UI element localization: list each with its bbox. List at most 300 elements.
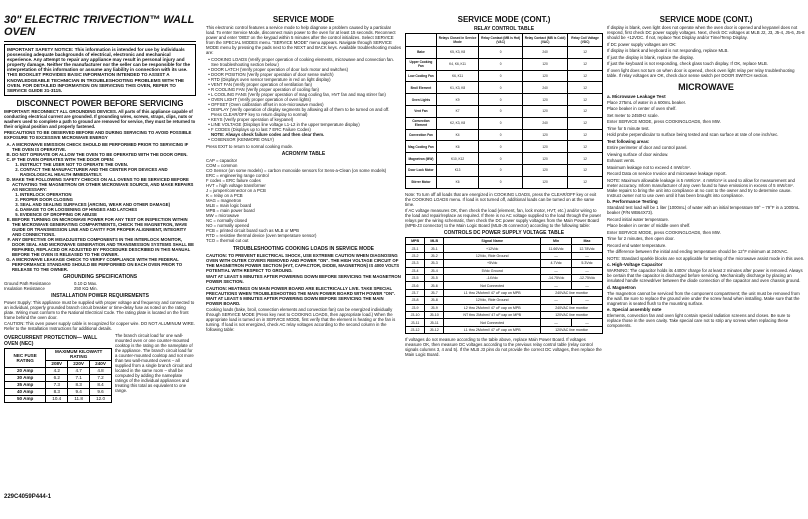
- leakage-test-heading: a. Microwave Leakage Test: [607, 93, 666, 99]
- relay-note: Note: To turn off all loads that are energized in COOKING LOADS, press the CLEAR/OFF key or exit the COOKING LOADS menu. If load is not turned off, additional loads can be turned on at the same time.: [405, 191, 597, 207]
- capacitor-heading: c. High-Voltage Capacitor: [607, 262, 663, 267]
- table-header: NEC FUSE RATING: [5, 348, 46, 367]
- table-cell: 4.2: [46, 367, 68, 374]
- part-number: 229C4059P444-1: [4, 494, 52, 500]
- table-cell: -14Vdc: [444, 275, 541, 282]
- table-cell: J3-10: [406, 311, 425, 318]
- table-row: [406, 70, 603, 82]
- table-cell: 8.4: [90, 381, 112, 388]
- table-cell: 120: [523, 105, 568, 117]
- column-service-mode: [206, 13, 401, 334]
- table-cell: K7: [436, 105, 478, 117]
- table-header: Min: [541, 238, 572, 245]
- table-cell: J3-1: [406, 245, 425, 252]
- table-row: [406, 275, 603, 282]
- precaution-f: F. ANY DEFECTIVE OR MISADJUSTED COMPONENTS IN THE INTERLOCK MONITOR, DOOR SEAL AND MICROWAVE GENERATION AND TRANSMISSION SYSTEMS SHALL BE REPAIRED, REPLACED OR ADJUSTED BY PROCEDURE DESCRIBED IN THIS MANUAL BEFORE THE OVEN IS RELEASED TO THE OWNER.: [12, 237, 196, 257]
- table-cell: 50 Amp: [5, 395, 46, 402]
- troubleshoot-wait: WAIT AT LEAST 5 MINUTES AFTER POWERING DOWN BEFORE SERVICING THE MAGNETRON POWER SECTION.: [206, 274, 401, 284]
- leakage-step: Place 275mL of water in a 600mL beaker.: [607, 99, 686, 105]
- table-row: [406, 319, 603, 326]
- table-cell: 12.0: [90, 395, 112, 402]
- table-cell: 0: [479, 153, 523, 165]
- table-cell: Oven Lights: [406, 94, 437, 106]
- table-cell: Stirrer Motor: [406, 176, 437, 188]
- table-header: Relay Contact (MB is Cold) (VAC): [523, 34, 568, 47]
- table-cell: K2, K3, K8: [436, 117, 478, 129]
- kw-table-wrap: [4, 333, 112, 403]
- table-cell: 10.4: [46, 395, 68, 402]
- service-mode-item: • RTD (Displays oven sensor temperature in red on light display): [211, 77, 401, 82]
- table-cell: 0: [479, 105, 523, 117]
- precaution-g: G. A MICROWAVE LEAKAGE CHECK TO VERIFY COMPLIANCE WITH THE FEDERAL PERFORMANCE STANDARD SHOULD BE PERFORMED ON EACH OVEN PRIOR TO RELEASE TO THE OWNER.: [12, 257, 196, 272]
- precautions-heading: PRECAUTIONS TO BE OBSERVED BEFORE AND DURING SERVICING TO AVOID POSSIBLE EXPOSURE TO EXCESSIVE MICROWAVE ENERGY: [4, 130, 192, 141]
- table-row: [406, 267, 603, 274]
- table-cell: 0: [479, 70, 523, 82]
- table-cell: 12: [568, 153, 603, 165]
- door-open-steps: [12, 162, 196, 177]
- grounding-row: [4, 286, 196, 291]
- table-cell: 0: [479, 141, 523, 153]
- service-mode-item: • DOOR POSITION (Verify proper operation of door sense switch): [211, 72, 401, 77]
- table-row: [406, 82, 603, 94]
- table-row: [406, 47, 603, 59]
- table-header: 208V: [46, 360, 68, 367]
- performance-step: Enter SERVICE MODE, press COOKINGLOADS, then MW.: [607, 229, 721, 235]
- test-areas-label: Test following areas:: [607, 138, 650, 144]
- table-cell: 240: [523, 82, 568, 94]
- safety-check: 5. EVIDENCE OF DROPPING OR ABUSE: [20, 212, 196, 217]
- table-cell: 240VAC line monitor: [541, 304, 603, 311]
- service-mode-item: • OFFSET (Oven calibration offset in non-microwave modes): [211, 102, 401, 107]
- table-cell: 4.7: [68, 367, 90, 374]
- table-cell: —: [541, 282, 572, 289]
- table-row: [406, 176, 603, 188]
- install-text: Power Supply: This appliance must be supplied with proper voltage and frequency and connected to an individual, properly grounded branch circuit breaker or time-delay fuse as noted on the rating plate. Wiring must conform to the National Electrical Code. The rating plate is located on the front frame behind the oven door.: [4, 299, 195, 320]
- precaution-d: [12, 177, 196, 217]
- table-cell: —: [572, 252, 603, 259]
- table-cell: Magnetron (MW): [406, 153, 437, 165]
- table-header: Relay Coil Voltage (VDC): [568, 34, 603, 47]
- table-cell: 12: [568, 129, 603, 141]
- table-row: [406, 117, 603, 129]
- table-row: [406, 34, 603, 47]
- table-cell: J5-5: [425, 275, 444, 282]
- acronym-item: RTD = resistive thermal device (oven temperature sensor): [206, 232, 317, 238]
- table-cell: 12: [568, 164, 603, 176]
- service-modes-list: [206, 57, 401, 142]
- table-row: [406, 260, 603, 267]
- table-cell: —: [541, 267, 572, 274]
- table-cell: 5Vdc Ground: [444, 267, 541, 274]
- table-row: [406, 326, 603, 333]
- test-area: Viewing surface of door window.: [607, 151, 669, 157]
- table-row: [406, 141, 603, 153]
- performance-test-heading: b. Performance Testing: [607, 199, 658, 204]
- service-mode-item: • OVEN LIGHT (Verify proper operation of oven lights): [211, 97, 401, 102]
- display-troubleshoot-para: If display is blank and keyboard is not responding, replace MLB.: [607, 48, 729, 53]
- table-cell: —: [572, 297, 603, 304]
- table-cell: Low Cooling Fan: [406, 70, 437, 82]
- acronym-item: COM = common: [206, 162, 238, 168]
- exit-text: Press EXIT to return to normal cooking mode.: [206, 143, 294, 149]
- table-cell: 11.66Vdc: [541, 245, 572, 252]
- assembly-note-text: Elements, convection fan and oven light contain special radiation screens and closes. Be sure to replace those in the oven cavity. Take special care not to strip any screws when replacing these components.: [607, 313, 791, 328]
- column-microwave: [607, 13, 805, 330]
- service-mode-item: • COSENSOR (KENMORE ONLY): [211, 137, 401, 142]
- table-cell: K4: [436, 129, 478, 141]
- column-service-mode-cont: [405, 13, 603, 359]
- table-row: [406, 153, 603, 165]
- table-cell: 9.6: [90, 388, 112, 395]
- service-mode-cont-heading: SERVICE MODE (CONT.): [457, 15, 551, 24]
- table-cell: 12: [568, 94, 603, 106]
- table-row: [406, 282, 603, 289]
- table-cell: 12: [568, 47, 603, 59]
- performance-note: NOTE: Standard sparkle blocks are not applicable for testing of the microwave assist mode in this oven.: [607, 255, 805, 261]
- safety-check: 3. SEAL AND SEALING SURFACES (ARCING, WEAR AND OTHER DAMAGE): [20, 202, 196, 207]
- table-cell: 12Vdc, Ride Ground: [444, 297, 541, 304]
- service-mode-cont-heading-2: SERVICE MODE (CONT.): [659, 15, 753, 24]
- table-cell: Convection Fan: [406, 129, 437, 141]
- acronym-item: J = jumper/connector on a PCB: [206, 187, 266, 193]
- acronym-item: F codes = ERC failure codes: [206, 177, 261, 183]
- table-cell: J5-9: [425, 304, 444, 311]
- table-cell: 7.1: [68, 374, 90, 381]
- table-cell: 12: [568, 141, 603, 153]
- table-row: [5, 374, 112, 381]
- relay-table-heading: RELAY CONTROL TABLE: [473, 26, 535, 32]
- service-mode-item: • F CODES (Displays up to last 7 ERC Failure Codes): [211, 127, 401, 132]
- grounding-label: Insulation Resistance: [4, 285, 45, 291]
- table-cell: Vent Fan: [406, 105, 437, 117]
- table-header: 240V: [90, 360, 112, 367]
- disconnect-heading: DISCONNECT POWER BEFORE SERVICING: [16, 98, 184, 108]
- table-row: [406, 94, 603, 106]
- relay-text: If AC voltage measures OK, then check the load (element, fan, lock motor, HVT, etc.) and/or wiring to the load and repair/replace as required. If there is no AC voltage supplied to the load through the power relays per the wiring schematic, then check the DC power supply voltages from the Main Power Board (MPB-J3 connector) to the Main Logic Board (MLB-J5 connector) according to the following table:: [405, 208, 602, 229]
- service-mode-item: • COOKING LOADS (Verify proper operation of cooking elements, microwave and convection fan. See troubleshooting section below.): [211, 57, 401, 67]
- install-heading: INSTALLATION POWER REQUIREMENTS: [51, 292, 149, 299]
- leakage-step: Time for 5 minute test.: [607, 125, 650, 131]
- door-open-step: 2. CONTACT THE MANUFACTURER AND THE CENTER FOR DEVICES AND RADIOLOGICAL HEALTH IMMEDIATELY.: [20, 167, 196, 177]
- table-cell: —: [572, 267, 603, 274]
- table-header: MPB: [406, 238, 425, 245]
- table-row: [406, 311, 603, 318]
- leakage-step: Enter SERVICE MODE, press COOKINGLOADS, then MW.: [607, 119, 721, 124]
- table-cell: J3-5: [406, 275, 425, 282]
- table-cell: L2 thru 2Mohm// 47 uF cap on MPB: [444, 304, 541, 311]
- table-row: [406, 105, 603, 117]
- table-cell: J5-3: [425, 260, 444, 267]
- door-open-step: 1. INSTRUCT THE USER NOT TO OPERATE THE OVEN.: [20, 162, 196, 167]
- table-cell: 120VAC line monitor: [541, 326, 603, 333]
- table-cell: 120: [523, 176, 568, 188]
- table-cell: -12.75Vdc: [572, 275, 603, 282]
- table-cell: J5-2: [425, 252, 444, 259]
- table-cell: 0: [479, 129, 523, 141]
- table-cell: 0: [479, 164, 523, 176]
- voltage-table-heading: CONTROLS DC POWER SUPPLY VOLTAGE TABLE: [443, 230, 565, 237]
- table-cell: Bake: [406, 47, 437, 59]
- table-cell: -14.75Vdc: [541, 275, 572, 282]
- table-row: [5, 395, 112, 402]
- table-cell: +12Vdc: [444, 245, 541, 252]
- title-rule: [4, 41, 196, 42]
- test-area: Entire perimeter of door and control panel.: [607, 145, 688, 150]
- performance-step: Record initial water temperature.: [607, 216, 670, 222]
- table-cell: 35 Amp: [5, 381, 46, 388]
- table-cell: 120: [523, 129, 568, 141]
- acronym-item: NC = normally closed: [206, 217, 247, 223]
- table-row: [406, 129, 603, 141]
- table-row: [5, 381, 112, 388]
- table-cell: J3-12: [406, 326, 425, 333]
- table-header: MAXIMUM KILOWATT RATING: [46, 348, 112, 360]
- table-cell: K6, K11: [436, 70, 478, 82]
- table-cell: 120: [523, 141, 568, 153]
- voltage-table-text: If voltages do not measure according to the table above, replace Main Power Board. If voltages measure OK, then measure DC voltages according to the previous relay control table (relay control signals columns 3, 4 and 5). If the MLB J3 pins do not provide the correct DC voltages, then replace the Main Logic Board.: [405, 337, 602, 358]
- table-cell: 8.3: [46, 388, 68, 395]
- service-mode-item: • L COOLING FANS (Verify proper operation of mag cooling fan, HVT fan and mag stirrer fan): [211, 92, 401, 97]
- important-safety-notice: IMPORTANT SAFETY NOTICE: This information is intended for use by individuals possessing adequate backgrounds of electrical, electronic and mechanical experience. Any attempt to repair any appliance may result in personal injury and property damage. Neither the manufacturer nor the seller can be responsible for the interpretation of this information or assume any liability in connection with its use. THIS BOOKLET PROVIDES BASIC INFORMATION INTENDED TO ASSIST A KNOWLEDGEABLE TECHNICIAN IN TROUBLESHOOTING PROBLEMS WITH THE OVEN. FOR DETAILED INFORMATION ON SERVICING THIS OVEN, REFER TO SERVICE GUIDE 31-3115.: [4, 44, 196, 96]
- acronym-item: NO = normally opened: [206, 222, 250, 228]
- table-row: [5, 367, 112, 374]
- acronym-item: PCB = printed circuit board such as MLB or MPB: [206, 227, 300, 233]
- table-cell: K5, K3, K8: [436, 47, 478, 59]
- table-row: [406, 238, 603, 245]
- precaution-d-text: MAKE THE FOLLOWING SAFETY CHECKS ON ALL OVENS TO BE SERVICED BEFORE ACTIVATING THE MAGNETRON OR OTHER MICROWAVE SOURCE, AND MAKE REPAIRS AS NECESSARY:: [12, 176, 194, 192]
- table-cell: 0: [479, 82, 523, 94]
- table-cell: K9: [436, 94, 478, 106]
- table-cell: J5-8: [425, 297, 444, 304]
- acronym-item: CAP = capacitor: [206, 157, 238, 163]
- service-mode-heading: SERVICE MODE: [272, 15, 335, 24]
- troubleshoot-text: Cooking loads (bake, broil, convection elements and convection fan) can be energized individually through SERVICE MODE (Press key next to COOKING LOADS, then appropriate load.) When the appropriate load is turned on in SERVICE MODE, first verify that the element is heating or the fan is turning. If load is not energized, check AC relay voltages according to the second column in the following table:: [206, 307, 396, 332]
- precautions-list: [4, 142, 196, 272]
- display-troubleshoot-para: If just the display is blank, replace the display.: [607, 54, 694, 60]
- leakage-step: Set meter to 2450Hz scale.: [607, 112, 659, 118]
- precaution-c: [12, 157, 196, 177]
- table-cell: J3-8: [406, 297, 425, 304]
- table-row: [406, 289, 603, 296]
- table-cell: J3-2: [406, 252, 425, 259]
- table-cell: K10, K12: [436, 153, 478, 165]
- table-cell: Not Connected: [444, 319, 541, 326]
- table-cell: 0: [479, 176, 523, 188]
- table-header: MLB: [425, 238, 444, 245]
- kw-heading: OVERCURRENT PROTECTION— WALL OVEN (NEC): [4, 334, 98, 347]
- kw-side-text: The branch circuit load for one wall-mounted oven or one counter-mounted cooktop is the rating on the nameplate of the appliance. The branch circuit load for a counter-mounted cooktop and not more than two wall-mounted ovens – all supplied from a single branch circuit and located in the same room – shall be computed by adding the nameplate ratings of the individual appliances and treating this total as equivalent to one range.: [115, 332, 194, 393]
- table-header: Max: [572, 238, 603, 245]
- grounding-heading: GROUNDING SPECIFICATIONS: [62, 273, 138, 280]
- acronym-heading: ACRONYM TABLE: [281, 150, 326, 157]
- table-cell: 12: [568, 70, 603, 82]
- leakage-note: NOTE: Maximum allowable leakage is 5 mW/cm². 4 mW/cm² is used to allow for measurement and meter accuracy. Inform manufacturer of any oven found to have emissions in excess of 5 mW/cm². Make repairs to bring the unit into compliance at no cost to the owner and try to determine cause. Instruct owner not to use oven until it has been brought into compliance.: [607, 177, 795, 198]
- troubleshoot-caution-2: CAUTION: HEATINGS ON MAIN POWER BOARD ARE ELECTRICALLY LIVE. TAKE SPECIAL PRECAUTIONS WHEN TROUBLESHOOTING THE MAIN POWER BOARD WITH POWER "ON". WAIT AT LEAST 5 MINUTES AFTER POWERING DOWN BEFORE SERVICING THE MAIN POWER BOARD.: [206, 285, 396, 306]
- table-cell: K4, K6, K11: [436, 58, 478, 70]
- safety-check: 2. PROPER DOOR CLOSING: [20, 197, 196, 202]
- table-cell: 240: [523, 117, 568, 129]
- table-cell: 11.8: [68, 395, 90, 402]
- table-cell: J5-6: [425, 282, 444, 289]
- table-cell: 4.8: [90, 367, 112, 374]
- table-cell: 12: [568, 176, 603, 188]
- table-row: [406, 304, 603, 311]
- table-cell: 12: [568, 82, 603, 94]
- table-row: [406, 245, 603, 252]
- table-cell: 9.4: [68, 388, 90, 395]
- service-mode-item: • KEYS (Verify proper operation of keypanel): [211, 117, 401, 122]
- table-header: [406, 34, 437, 47]
- table-cell: —: [541, 297, 572, 304]
- safety-check-steps: [12, 192, 196, 217]
- kw-section: [4, 333, 196, 403]
- display-troubleshoot-para: If oven light does not turn on when door is opened, check oven light relay per relay troubleshooting table. If relay voltages are OK, check door sense switch per DOOR SWITCH section.: [607, 67, 795, 78]
- table-cell: Convection Element: [406, 117, 437, 129]
- table-cell: J3-6: [406, 282, 425, 289]
- display-troubleshoot-para: If display is blank, oven light does not operate when the oven door is opened and keypanel does not respond, first check DC power supply voltages. Next, check DC voltages at MLB J2, J3, J5-4, J5-6, J5-8 should be +12VDC. If not, replace Text Display and/or Time/Temp Display.: [607, 25, 805, 40]
- table-cell: 120: [523, 94, 568, 106]
- leakage-step: Place beaker in center of oven shelf.: [607, 106, 677, 111]
- table-cell: 12: [568, 58, 603, 70]
- table-header: 220V: [68, 360, 90, 367]
- table-cell: 240: [523, 47, 568, 59]
- table-cell: 0: [479, 47, 523, 59]
- table-cell: J5-10: [425, 311, 444, 318]
- kw-table: [4, 348, 112, 403]
- table-cell: —: [541, 319, 572, 326]
- table-cell: —: [572, 319, 603, 326]
- grounding-label: Ground Path Resistance: [4, 280, 51, 286]
- table-row: [406, 297, 603, 304]
- service-modes-note: NOTE: Always check failure codes and then clear them.: [211, 131, 325, 137]
- table-cell: J5-1: [425, 245, 444, 252]
- precaution-a: A. A MICROWAVE EMISSION CHECK SHOULD BE PERFORMED PRIOR TO SERVICING IF THE OVEN IS OPERATIVE.: [12, 142, 196, 152]
- acronym-item: ERC = engineering range control: [206, 172, 269, 178]
- table-cell: 5.3Vdc: [572, 260, 603, 267]
- table-cell: 12Vdc, Ride Ground: [444, 252, 541, 259]
- table-cell: 0: [479, 117, 523, 129]
- table-cell: J5-7: [425, 289, 444, 296]
- table-cell: Mag Cooling Fan: [406, 141, 437, 153]
- performance-step: Standard test load will be 1 liter (1000mL) of water with an initial temperature 59° – 79°F in a 1000mL beaker (P/N WB64X73).: [607, 205, 800, 215]
- test-area: Record Data on service Invoice and microwave leakage report.: [607, 171, 727, 176]
- table-header: Relay Contact (MB is Hot) (VAC): [479, 34, 523, 47]
- table-cell: —: [572, 282, 603, 289]
- service-mode-item: • DISPLAY (Verify operation of display segments by allowing all of them to be turned on and off. Press CLEAR/OFF key to return display to normal): [211, 107, 401, 117]
- performance-step: The difference between the initial and ending temperature should be 12°F minimum at 240VAC.: [607, 249, 789, 254]
- acronym-item: MAG = magnetron: [206, 197, 242, 203]
- table-cell: J5-11: [425, 319, 444, 326]
- table-cell: 120: [523, 58, 568, 70]
- disconnect-text: IMPORTANT: RECONNECT ALL GROUNDING DEVICES. All parts of this appliance capable of conducting electrical current are grounded. If grounding wires, screws, straps, clips, nuts or washers used to complete a path to ground are removed for service, they must be returned to their original position and properly fastened.: [4, 108, 196, 129]
- acronym-item: TCO = thermal cut out: [206, 237, 249, 243]
- table-cell: 120: [523, 164, 568, 176]
- grounding-value: 0.10 Ω Max.: [74, 280, 98, 286]
- service-mode-item: • LINE VOLTAGE (Displays line voltage L1-L2 in the upper temperature display): [211, 122, 401, 127]
- table-row: [5, 348, 112, 360]
- table-cell: J3-11: [406, 319, 425, 326]
- table-cell: 6.2: [46, 374, 68, 381]
- table-cell: L1 thru 2Mohm// 47 uF cap on MPB: [444, 289, 541, 296]
- table-cell: NT thru 2Mohm// 47 uF cap on MPB: [444, 311, 541, 318]
- service-mode-item: • VENT FAN (Verify proper operation of ventilation fan): [211, 82, 401, 87]
- caution-text: CAUTION: This oven power supply cable is recognized for copper wire. DO NOT ALUMINUM WIRE. Refer to the Installation Instructions for additional details.: [4, 321, 195, 332]
- table-cell: K6: [436, 141, 478, 153]
- table-cell: 12.78Vdc: [572, 245, 603, 252]
- table-cell: J3-9: [406, 304, 425, 311]
- table-cell: Door Lock Motor: [406, 164, 437, 176]
- table-cell: 7.2: [90, 374, 112, 381]
- capacitor-text: WARNING: The capacitor holds its 4400V charge for at least 2 minutes after power is removed. Always be certain that the capacitor is discharged before servicing. Mechanically discharge by placing an insulated handle screwdriver between the diode connection of the capacitor and oven chassis ground.: [607, 268, 803, 283]
- table-cell: 120: [523, 153, 568, 165]
- table-row: [406, 164, 603, 176]
- service-mode-item: • DOOR LATCH (Verify proper operation of door lock motor and switches): [211, 67, 401, 72]
- acronym-item: MW = microwave: [206, 212, 240, 218]
- acronym-item: CO Sensor (on some models) = carbon monoxide sensors for Sens-a-Clean (on some models): [206, 167, 387, 173]
- performance-step: Place beaker in center of middle oven shelf.: [607, 223, 691, 228]
- table-cell: Broil Element: [406, 82, 437, 94]
- table-cell: J3-3: [406, 260, 425, 267]
- precaution-b: B. DO NOT OPERATE OR ALLOW THE OVEN TO BE OPERATED WITH THE DOOR OPEN.: [12, 152, 196, 157]
- troubleshoot-heading: TROUBLESHOOTING COOKING LOADS IN SERVICE MODE: [232, 245, 375, 252]
- table-row: [406, 58, 603, 70]
- table-cell: Upper Cooking Fan: [406, 58, 437, 70]
- precaution-e: E. BEFORE TURNING ON MICROWAVE POWER FOR ANY TEST OR INSPECTION WITHIN THE MICROWAVE GENERATING COMPARTMENTS, CHECK THE MAGNETRON, WAVE GUIDE OR TRANSMISSION LINE AND CAVITY FOR PROPER ALIGNMENT, INTEGRITY AND CONNECTIONS.: [12, 217, 196, 237]
- column-safety: [4, 0, 196, 403]
- table-header: Signal Name: [444, 238, 541, 245]
- table-cell: J5-12: [425, 326, 444, 333]
- magnetron-text: The magnetron cannot be serviced from the component compartment; the unit must be removed from the wall. Be sure to replace the ground wire under the screw head when installing. Make sure that the magnetron is seated flush to the mounting surface.: [607, 290, 800, 306]
- table-cell: 7.3: [46, 381, 68, 388]
- table-cell: 0: [479, 94, 523, 106]
- leakage-step: Hold probe perpendicular to surface being tested and scan surface at rate of one inch/sec.: [607, 132, 779, 137]
- display-troubleshoot-para: If just the keyboard is not responding, check glass touch display. If OK, replace MLB.: [607, 61, 768, 66]
- safety-check: 4. DAMAGE TO OR LOOSENING OF HINGES AND LATCHES: [20, 207, 196, 212]
- acronym-item: MLB = main logic board: [206, 202, 252, 208]
- troubleshoot-caution: CAUTION: TO PREVENT ELECTRICAL SHOCK, USE EXTREME CAUTION WHEN DIAGNOSING OVEN WITH OUTER COVERS REMOVED AND POWER "ON". THE HIGH VOLTAGE CIRCUIT OF THE MAGNETRON POWER SECTION (HVT, CAPACITOR, DIODE, MAGNETRON) IS 4000 VOLTS POTENTIAL WITH RESPECT TO GROUND.: [206, 252, 400, 273]
- grounding-value: 250 KΩ Min.: [74, 285, 98, 291]
- table-cell: J5-4: [425, 267, 444, 274]
- acronym-item: HVT = high voltage transformer: [206, 182, 266, 188]
- table-row: [406, 252, 603, 259]
- performance-step: Record end water temperature.: [607, 242, 667, 248]
- table-cell: 120: [523, 70, 568, 82]
- table-row: [5, 388, 112, 395]
- table-cell: +5Vdc: [444, 260, 541, 267]
- page-title: 30" ELECTRIC TRIVECTION™ WALL OVEN: [4, 14, 195, 38]
- table-cell: 20 Amp: [5, 367, 46, 374]
- table-cell: K13: [436, 164, 478, 176]
- table-cell: 120VAC line monitor: [541, 311, 603, 318]
- table-cell: —: [541, 252, 572, 259]
- service-mode-intro: This electronic control features a service mode to help diagnose a problem caused by a particular load. To enter Service Mode, disconnect main power to the oven for at least 15 seconds. Reconnect power and enter '0803' on the keypad within 5 minutes after the control initializes. Select SERVICE from the SPECIAL MODES menu. "SERVICE MODE" menu appears. Navigate through SERVICE MODE menu by pressing the pads next to the NEXT and BACK keys. Available troubleshooting modes are:: [206, 25, 401, 55]
- table-cell: 12: [568, 105, 603, 117]
- display-troubleshoot-para: If DC power supply voltages are OK:: [607, 41, 677, 47]
- table-header: Relays Closed in Service Mode: [436, 34, 478, 47]
- table-cell: 12: [568, 117, 603, 129]
- performance-step: Time for 2 minutes, then open door.: [607, 236, 675, 241]
- table-cell: Not Connected: [444, 282, 541, 289]
- test-area: Maximum leakage not to exceed 4 mW/cm².: [607, 164, 691, 170]
- assembly-note-heading: e. Special assembly note: [607, 307, 662, 312]
- microwave-heading: MICROWAVE: [678, 81, 734, 92]
- table-cell: 30 Amp: [5, 374, 46, 381]
- relay-control-table: [405, 33, 603, 189]
- dc-voltage-table: [405, 237, 603, 334]
- table-cell: 40 Amp: [5, 388, 46, 395]
- table-cell: J3-7: [406, 289, 425, 296]
- magnetron-heading: d. Magnetron: [607, 284, 636, 290]
